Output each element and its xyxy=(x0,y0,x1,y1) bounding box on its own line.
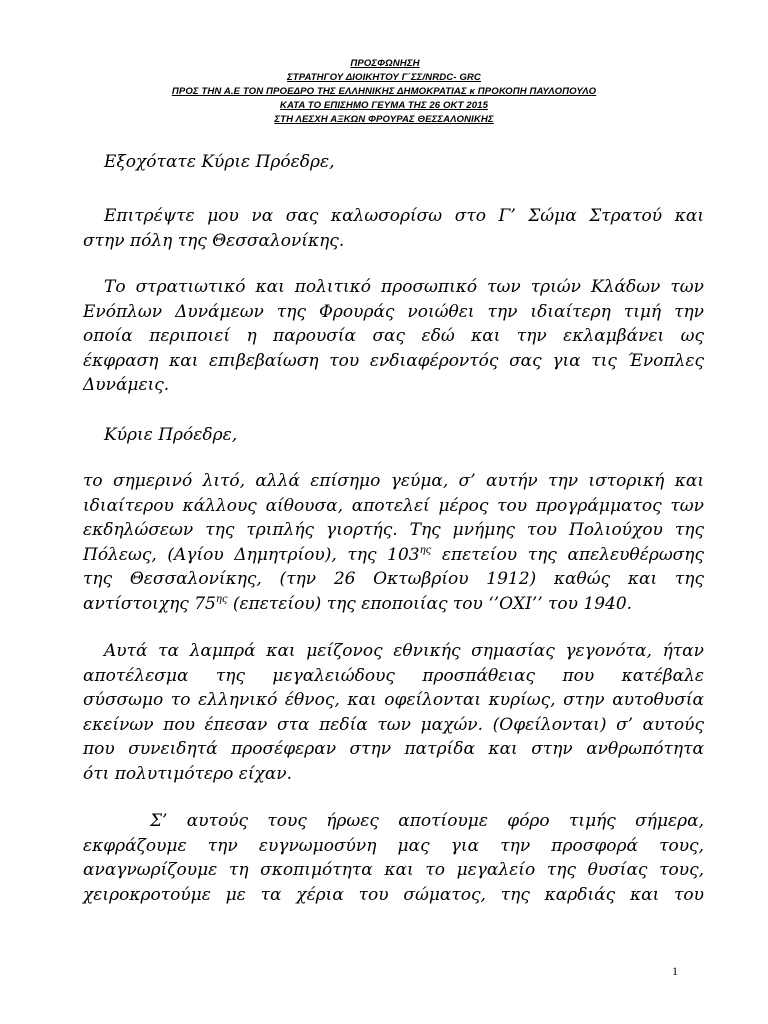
text-line: Αυτά τα λαμπρά και μείζονος εθνικής σημασίας γεγονότα, ήταν xyxy=(104,641,704,661)
header-recipient: ΠΡΟΣ ΤΗΝ Α.Ε ΤΟΝ ΠΡΟΕΔΡΟ ΤΗΣ ΕΛΛΗΝΙΚΗΣ ΔΗΜΟΚΡΑΤΙΑΣ κ ΠΡΟΚΟΠΗ ΠΑΥΛΟΠΟΥΛΟ xyxy=(171,86,597,97)
text-line: εκδηλώσεων της τριπλής γιορτής. Της μνήμης του Πολιούχου της xyxy=(83,520,704,540)
header-speaker: ΣΤΡΑΤΗΓΟΥ ΔΙΟΙΚΗΤΟΥ Γ΄ΣΣ/NRDC- GRC xyxy=(287,72,481,83)
text-line: ότι πολυτιμότερο είχαν. xyxy=(83,763,293,784)
text-line xyxy=(83,543,704,568)
text-line: οποία περιποιεί η παρουσία σας εδώ και την εκλαμβάνει ως xyxy=(83,326,704,346)
text-line: σύσσωμο το ελληνικό έθνος, και οφείλονται κυρίως, στην αυτοθυσία xyxy=(83,690,704,710)
text-segment: Πόλεως, (Αγίου Δημητρίου), της 103 xyxy=(83,544,420,565)
speech-header xyxy=(0,57,768,127)
text-line: Επιτρέψτε μου να σας καλωσορίσω στο Γ’ Σώμα Στρατού και xyxy=(104,206,704,226)
text-line: στην πόλη της Θεσσαλονίκης. xyxy=(83,230,345,251)
greeting-line: Εξοχότατε Κύριε Πρόεδρε, xyxy=(104,152,335,172)
text-line: εκφράζουμε την ευγνωμοσύνη μας για την προσφορά τους, xyxy=(83,835,704,856)
welcome-paragraph xyxy=(83,204,704,253)
page-number: 1 xyxy=(672,964,678,978)
text-segment: αντίστοιχης 75 xyxy=(83,593,216,614)
text-line: αποτέλεσμα της μεγαλειώδους προσπάθειας που κατέβαλε xyxy=(83,665,704,686)
address-paragraph xyxy=(83,423,704,448)
text-line: αναγνωρίζουμε τη σκοπιμότητα και το μεγαλείο της θυσίας τους, xyxy=(83,860,704,880)
text-line: Δυνάμεις. xyxy=(83,375,170,395)
address-line: Κύριε Πρόεδρε, xyxy=(104,425,238,445)
ordinal-superscript: ης xyxy=(419,544,432,556)
ordinal-superscript: ης xyxy=(215,593,228,605)
header-title: ΠΡΟΣΦΩΝΗΣΗ xyxy=(350,58,420,69)
text-line xyxy=(83,592,704,617)
text-line: ιδιαίτερου κάλλους αίθουσα, αποτελεί μέρος του προγράμματος των xyxy=(83,495,704,516)
text-line: εκείνων που έπεσαν στα πεδία των μαχών. (Οφείλονται) σ’ αυτούς xyxy=(83,714,704,735)
text-line: χειροκροτούμε με τα χέρια του σώματος, της καρδιάς και του xyxy=(83,884,704,905)
greeting-paragraph xyxy=(83,150,704,175)
tribute-paragraph xyxy=(83,809,704,907)
text-line: που συνειδητά προσέφεραν στην πατρίδα και στην ανθρωπότητα xyxy=(83,739,704,759)
text-line: Ενόπλων Δυνάμεων της Φρουράς νοιώθει την ιδιαίτερη τιμή την xyxy=(83,301,704,322)
header-occasion: ΚΑΤΑ ΤΟ ΕΠΙΣΗΜΟ ΓΕΥΜΑ ΤΗΣ 26 ΟΚΤ 2015 xyxy=(279,100,489,111)
text-segment: (επετείου) της εποποιίας του ‘’ΟΧΙ’’ του 1940. xyxy=(227,593,633,614)
text-line: το σημερινό λιτό, αλλά επίσημο γεύμα, σ’ αυτήν την ιστορική και xyxy=(83,471,704,491)
events-paragraph xyxy=(83,639,704,786)
text-line: Το στρατιωτικό και πολιτικό προσωπικό των τριών Κλάδων των xyxy=(104,277,704,297)
text-line: Σ’ αυτούς τους ήρωες αποτίουμε φόρο τιμής σήμερα, xyxy=(150,811,704,831)
text-segment: επετείου της απελευθέρωσης xyxy=(431,544,704,565)
lunch-paragraph xyxy=(83,469,704,616)
header-venue: ΣΤΗ ΛΕΣΧΗ ΑΞΚΩΝ ΦΡΟΥΡΑΣ ΘΕΣΣΑΛΟΝΙΚΗΣ xyxy=(274,114,494,125)
honor-paragraph xyxy=(83,275,704,398)
text-line: έκφραση και επιβεβαίωση του ενδιαφέροντός σας για τις Ένοπλες xyxy=(83,350,704,371)
text-line: της Θεσσαλονίκης, (την 26 Οκτωβρίου 1912) καθώς και της xyxy=(83,569,704,589)
